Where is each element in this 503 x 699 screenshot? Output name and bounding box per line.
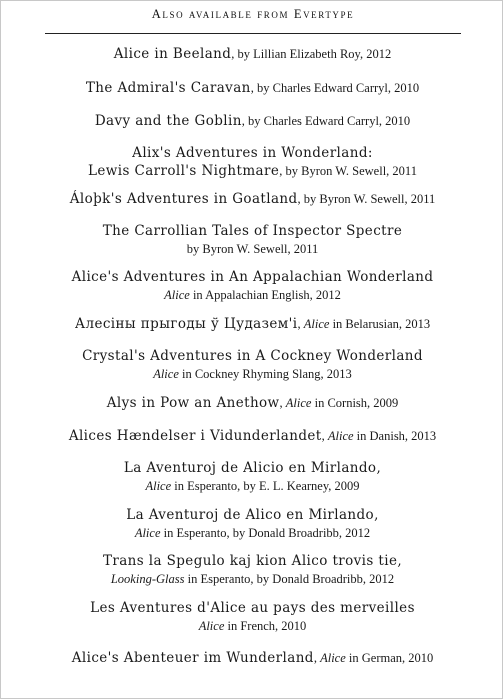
header-rule xyxy=(45,33,461,34)
book-entry xyxy=(1,144,503,180)
book-language-word: Alice xyxy=(134,526,161,540)
book-details: , by Charles Edward Carryl, 2010 xyxy=(250,81,420,95)
book-language-word: Alice xyxy=(145,479,172,493)
book-entry xyxy=(1,599,503,635)
book-entry: Alices Hændelser i Vidunderlandet, Alice in Danish, 2013 xyxy=(68,428,437,444)
book-details: in Cockney Rhyming Slang, 2013 xyxy=(178,367,352,381)
book-details: in Esperanto, by E. L. Kearney, 2009 xyxy=(171,479,360,493)
book-title: Alice's Abenteuer im Wunderland xyxy=(71,650,314,666)
book-details: , by Lillian Elizabeth Roy, 2012 xyxy=(231,47,392,61)
book-details: in Esperanto, by Donald Broadribb, 2012 xyxy=(160,526,371,540)
book-title: Цудазем'і xyxy=(223,316,298,332)
book-title: Crystal's Adventures in A Cockney Wonderland xyxy=(82,348,423,364)
book-entry: Alice's Abenteuer im Wunderland, Alice in German, 2010 xyxy=(71,650,434,666)
book-entry xyxy=(1,268,503,304)
book-title: La Aventuroj de Alicio en Mirlando, xyxy=(123,460,382,476)
book-subtitle: Lewis Carroll's Nightmare xyxy=(88,163,280,179)
book-language-word: Alice xyxy=(303,317,330,331)
book-entry xyxy=(1,459,503,495)
book-entry xyxy=(1,222,503,258)
book-title-prefix: Алесіны прыгоды ў xyxy=(74,316,224,332)
book-title: Alices Hændelser i Vidunderlandet xyxy=(68,428,322,444)
book-title: The Carrollian Tales of Inspector Spectre xyxy=(102,223,403,239)
book-language-word: Alice xyxy=(164,288,190,302)
book-language-word: Alice xyxy=(285,396,312,410)
book-details: in German, 2010 xyxy=(345,651,434,665)
book-details: in Belarusian, 2013 xyxy=(329,317,431,331)
book-title: La Aventuroj de Alico en Mirlando, xyxy=(126,507,379,523)
book-language-word: Alice xyxy=(320,651,346,665)
book-details: in French, 2010 xyxy=(224,619,307,633)
book-entry xyxy=(1,112,503,130)
book-entry xyxy=(1,506,503,542)
book-title: Trans la Spegulo kaj kion Alico trovis tie, xyxy=(102,553,403,569)
book-entry xyxy=(1,190,503,208)
book-language-word: Alice xyxy=(153,367,179,381)
book-title: Davy and the Goblin xyxy=(94,113,242,129)
book-title: Alice's Adventures in An Appalachian Wonderland xyxy=(71,269,434,285)
book-details: in Cornish, 2009 xyxy=(311,396,399,410)
book-details: by Byron W. Sewell, 2011 xyxy=(186,242,319,256)
book-details: , by Charles Edward Carryl, 2010 xyxy=(241,114,411,128)
book-title: Alice in Beeland xyxy=(113,46,232,62)
book-entry: Alys in Pow an Anethow, Alice in Cornish, 2009 xyxy=(106,395,399,411)
book-entry xyxy=(1,45,503,63)
book-entry xyxy=(1,79,503,97)
book-entry xyxy=(1,552,503,588)
book-title: Alix's Adventures in Wonderland: xyxy=(132,145,373,161)
book-details: , by Byron W. Sewell, 2011 xyxy=(279,164,417,178)
book-details: in Appalachian English, 2012 xyxy=(189,288,341,302)
book-title: The Admiral's Caravan xyxy=(85,80,251,96)
book-title: Les Aventures d'Alice au pays des merveilles xyxy=(90,600,415,616)
book-details: in Danish, 2013 xyxy=(353,429,437,443)
book-entry: Алесіны прыгоды ў Цудазем'і, Alice in Belarusian, 2013 xyxy=(74,316,431,332)
book-details: , by Byron W. Sewell, 2011 xyxy=(297,192,436,206)
book-details: in Esperanto, by Donald Broadribb, 2012 xyxy=(184,572,395,586)
book-language-word: Looking-Glass xyxy=(110,572,185,586)
book-entry xyxy=(1,347,503,383)
page-header: Also available from Evertype xyxy=(151,7,355,21)
book-title: Alys in Pow an Anethow xyxy=(106,395,280,411)
book-language-word: Alice xyxy=(327,429,354,443)
book-language-word: Alice xyxy=(198,619,225,633)
book-title: Áloþk's Adventures in Goatland xyxy=(69,191,298,207)
